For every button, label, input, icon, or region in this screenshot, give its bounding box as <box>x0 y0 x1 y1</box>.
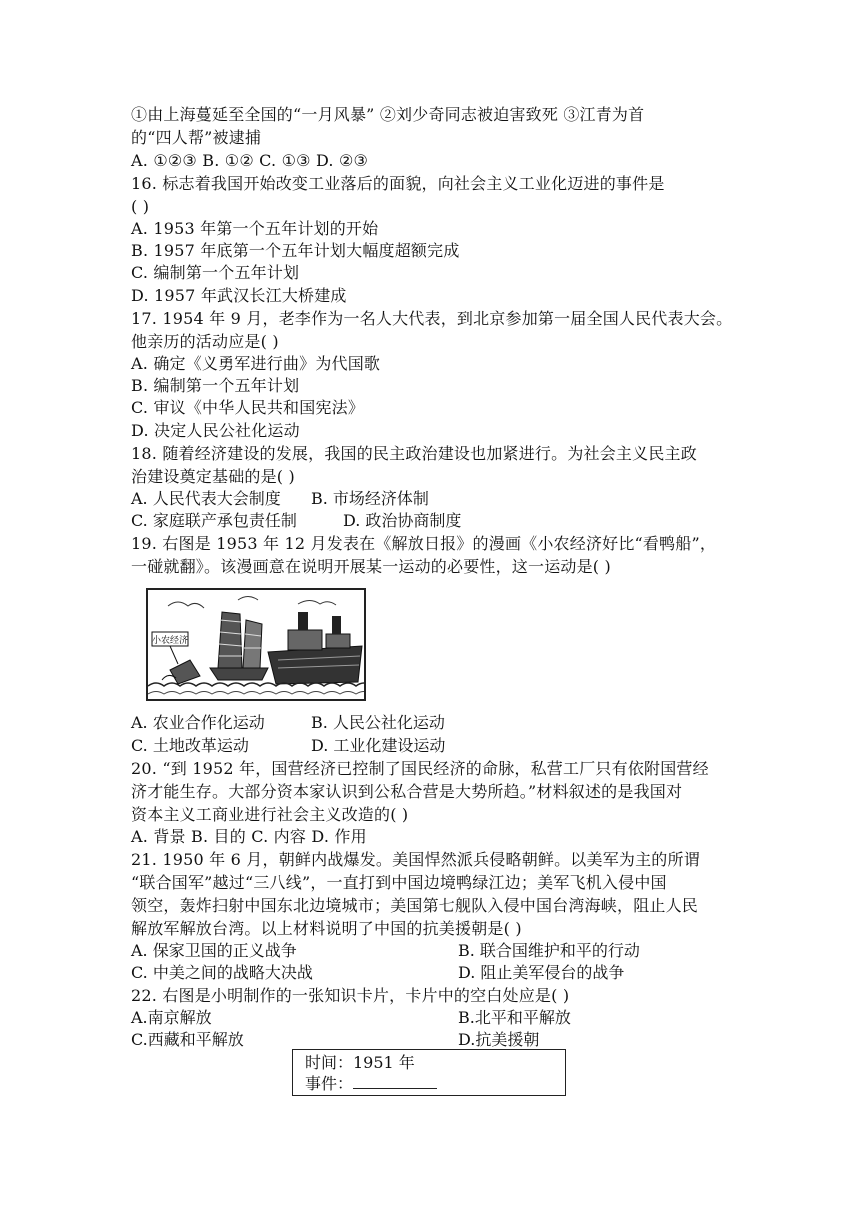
q20-stem-line1: 20. “到 1952 年，国营经济已控制了国民经济的命脉，私营工厂只有依附国营经 <box>131 759 709 778</box>
q15-options: A. ①②③ B. ①② C. ①③ D. ②③ <box>131 151 369 170</box>
q22-stem: 22. 右图是小明制作的一张知识卡片，卡片中的空白处应是( ) <box>131 986 570 1005</box>
q22-option-a: A.南京解放 <box>131 1008 212 1027</box>
q19-stem-line1: 19. 右图是 1953 年 12 月发表在《解放日报》的漫画《小农经济好比“看鸭船”， <box>131 534 717 553</box>
q21-stem-line1: 21. 1950 年 6 月，朝鲜内战爆发。美国悍然派兵侵略朝鲜。以美军为主的所谓 <box>131 850 700 869</box>
q21-stem-line4: 解放军解放台湾。以上材料说明了中国的抗美援朝是( ) <box>131 919 522 938</box>
q20-stem-line3: 资本主义工商业进行社会主义改造的( ) <box>131 805 409 824</box>
q15-line1: ①由上海蔓延至全国的“一月风暴” ②刘少奇同志被迫害致死 ③江青为首 <box>131 105 645 124</box>
q17-option-d: D. 决定人民公社化运动 <box>131 421 300 440</box>
card-event-row <box>305 1074 437 1094</box>
cartoon-image <box>146 588 366 701</box>
knowledge-card <box>292 1049 566 1096</box>
q19-option-c: C. 土地改革运动 <box>131 736 249 755</box>
q16-option-c: C. 编制第一个五年计划 <box>131 263 300 282</box>
q19-option-d: D. 工业化建设运动 <box>311 736 446 755</box>
q18-option-c: C. 家庭联产承包责任制 <box>131 511 297 530</box>
q21-option-d: D. 阻止美军侵台的战争 <box>458 963 625 982</box>
q16-option-a: A. 1953 年第一个五年计划的开始 <box>131 219 379 238</box>
q18-stem-line1: 18. 随着经济建设的发展，我国的民主政治建设也加紧进行。为社会主义民主政 <box>131 444 697 463</box>
q21-option-b: B. 联合国维护和平的行动 <box>458 941 640 960</box>
q16-option-d: D. 1957 年武汉长江大桥建成 <box>131 286 347 305</box>
q22-option-c: C.西藏和平解放 <box>131 1030 244 1049</box>
q17-option-a: A. 确定《义勇军进行曲》为代国歌 <box>131 354 381 373</box>
q18-option-b: B. 市场经济体制 <box>311 489 429 508</box>
q17-stem-line1: 17. 1954 年 9 月，老李作为一名人大代表，到北京参加第一届全国人民代表大会。 <box>131 309 733 328</box>
card-event-label: 事件： <box>305 1074 354 1093</box>
q18-stem-line2: 治建设奠定基础的是( ) <box>131 467 295 486</box>
cartoon-drawing <box>148 590 364 699</box>
q17-option-c: C. 审议《中华人民共和国宪法》 <box>131 398 365 417</box>
q21-stem-line3: 领空，轰炸扫射中国东北边境城市；美国第七舰队入侵中国台湾海峡，阻止人民 <box>131 896 699 915</box>
q21-option-a: A. 保家卫国的正义战争 <box>131 941 297 960</box>
q22-option-b: B.北平和平解放 <box>458 1008 571 1027</box>
q19-option-b: B. 人民公社化运动 <box>311 713 445 732</box>
cartoon-label: 小农经济 <box>151 636 189 646</box>
q16-stem-line1: 16. 标志着我国开始改变工业落后的面貌，向社会主义工业化迈进的事件是 <box>131 174 665 193</box>
q17-option-b: B. 编制第一个五年计划 <box>131 376 300 395</box>
q15-line2: 的“四人帮”被逮捕 <box>131 128 262 147</box>
q21-option-c: C. 中美之间的战略大决战 <box>131 963 313 982</box>
q16-stem-line2: ( ) <box>131 197 150 216</box>
card-event-blank <box>353 1074 437 1089</box>
q20-stem-line2: 济才能生存。大部分资本家认识到公私合营是大势所趋。”材料叙述的是我国对 <box>131 782 683 801</box>
q18-option-d: D. 政治协商制度 <box>343 511 462 530</box>
q17-stem-line2: 他亲历的活动应是( ) <box>131 332 279 351</box>
q19-option-a: A. 农业合作化运动 <box>131 713 265 732</box>
q20-options: A. 背景 B. 目的 C. 内容 D. 作用 <box>131 827 367 846</box>
q16-option-b: B. 1957 年底第一个五年计划大幅度超额完成 <box>131 241 460 260</box>
q22-option-d: D.抗美援朝 <box>458 1030 540 1049</box>
card-time: 时间：1951 年 <box>305 1053 415 1072</box>
q21-stem-line2: “联合国军”越过“三八线”，一直打到中国边境鸭绿江边；美军飞机入侵中国 <box>131 873 667 892</box>
q18-option-a: A. 人民代表大会制度 <box>131 489 281 508</box>
q19-stem-line2: 一碰就翻》。该漫画意在说明开展某一运动的必要性，这一运动是( ) <box>131 557 611 576</box>
